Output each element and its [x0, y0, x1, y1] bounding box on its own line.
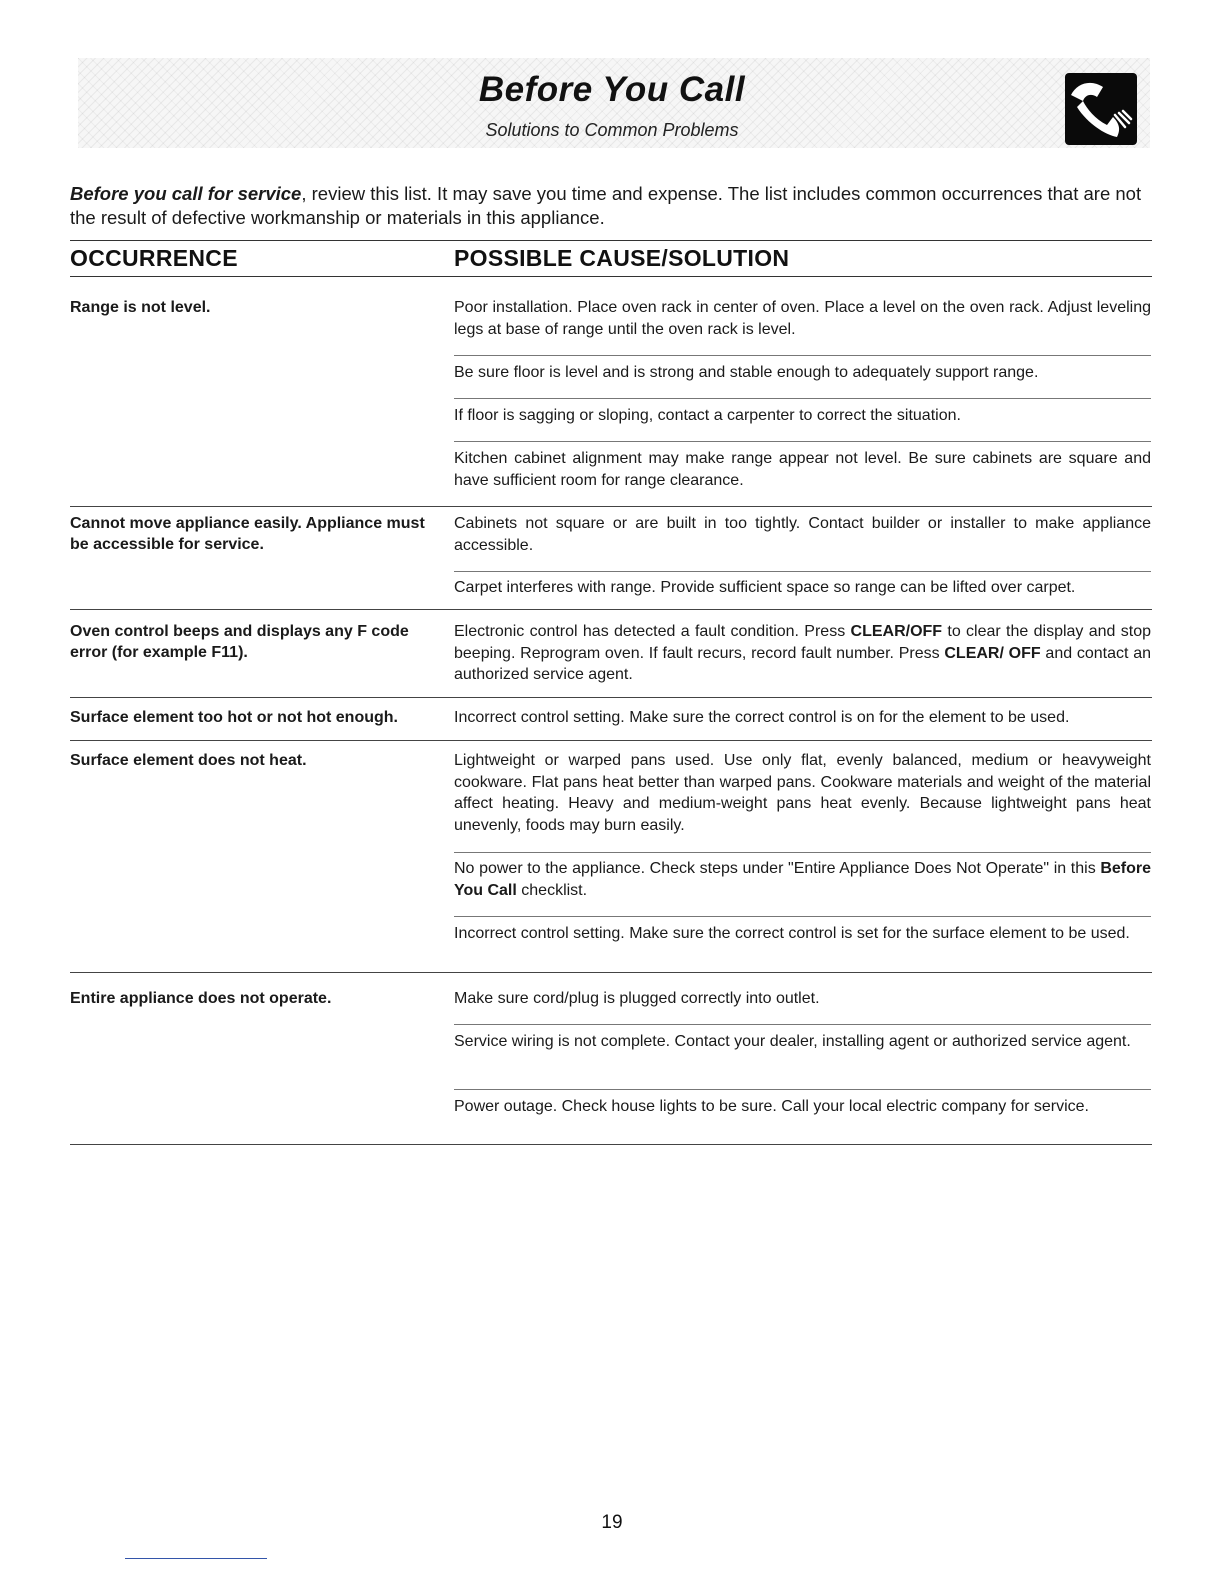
solution-text: Incorrect control setting. Make sure the correct control is set for the surface element to be used. — [454, 925, 1130, 942]
header-rule-bottom — [70, 276, 1152, 277]
occurrence-surface-element-no-heat: Surface element does not heat. — [70, 752, 307, 769]
row-divider — [70, 972, 1152, 973]
solution-text: Lightweight or warped pans used. Use only flat, evenly balanced, medium or heavyweight cookware. Flat pans heat better than warped pans. Cookware materials and weight of the material affect heating. Heavy and medium-weight pans heat evenly. Because lightweight pans heat unevenly, foods may burn easily. — [454, 752, 1151, 834]
row-divider — [70, 609, 1152, 610]
row-divider — [70, 697, 1152, 698]
solution-divider — [454, 571, 1151, 572]
page-number: 19 — [601, 1512, 623, 1533]
solution-text: Service wiring is not complete. Contact your dealer, installing agent or authorized service agent. — [454, 1033, 1131, 1050]
solution-divider — [454, 1024, 1151, 1025]
solution-text: Power outage. Check house lights to be sure. Call your local electric company for service. — [454, 1098, 1089, 1115]
solution-text: Electronic control has detected a fault condition. Press CLEAR/OFF to clear the display and stop beeping. Reprogram oven. If fault recurs, record fault number. Press CLEAR/ OFF and contact an authorized service agent. — [454, 623, 1151, 683]
column-header-solution: POSSIBLE CAUSE/SOLUTION — [454, 245, 790, 271]
solution-text: Incorrect control setting. Make sure the correct control is on for the element to be used. — [454, 709, 1070, 726]
solution-divider — [454, 398, 1151, 399]
occurrence-entire-appliance-no-operate: Entire appliance does not operate. — [70, 990, 332, 1007]
solution-divider — [454, 441, 1151, 442]
row-divider — [70, 506, 1152, 507]
footer-rule — [125, 1558, 267, 1559]
solution-divider — [454, 852, 1151, 853]
occurrence-range-not-level: Range is not level. — [70, 299, 211, 316]
solution-text: Be sure floor is level and is strong and stable enough to adequately support range. — [454, 364, 1039, 381]
solution-text: If floor is sagging or sloping, contact a carpenter to correct the situation. — [454, 407, 961, 424]
telephone-handset-icon — [1065, 73, 1137, 145]
table-bottom-rule — [70, 1144, 1152, 1145]
solution-text: Cabinets not square or are built in too tightly. Contact builder or installer to make appliance accessible. — [454, 515, 1151, 554]
solution-text: Kitchen cabinet alignment may make range appear not level. Be sure cabinets are square and have sufficient room for range clearance. — [454, 450, 1151, 489]
page-title: Before You Call — [478, 70, 746, 109]
solution-text: Poor installation. Place oven rack in center of oven. Place a level on the oven rack. Adjust leveling legs at base of range until the oven rack is level. — [454, 299, 1151, 338]
occurrence-cannot-move-appliance: Cannot move appliance easily. Appliance must be accessible for service. — [70, 515, 425, 553]
intro-paragraph — [70, 182, 1152, 230]
intro-text: , review this list. It may save you time and expense. The list includes common occurrences that are not the result of defective workmanship or materials in this appliance. — [70, 183, 1142, 228]
solution-text: Make sure cord/plug is plugged correctly into outlet. — [454, 990, 820, 1007]
row-divider — [70, 740, 1152, 741]
header-rule-top — [70, 240, 1152, 241]
solution-text: Carpet interferes with range. Provide sufficient space so range can be lifted over carpet. — [454, 579, 1076, 596]
intro-lead: Before you call for service — [70, 183, 302, 204]
solution-divider — [454, 916, 1151, 917]
occurrence-surface-element-temp: Surface element too hot or not hot enough. — [70, 709, 398, 726]
page-subtitle: Solutions to Common Problems — [485, 120, 739, 140]
solution-divider — [454, 1089, 1151, 1090]
solution-divider — [454, 355, 1151, 356]
column-header-occurrence: OCCURRENCE — [70, 245, 238, 271]
solution-text: No power to the appliance. Check steps under "Entire Appliance Does Not Operate" in this Before You Call checklist. — [454, 860, 1151, 899]
occurrence-oven-control-f-code: Oven control beeps and displays any F code error (for example F11). — [70, 623, 409, 661]
